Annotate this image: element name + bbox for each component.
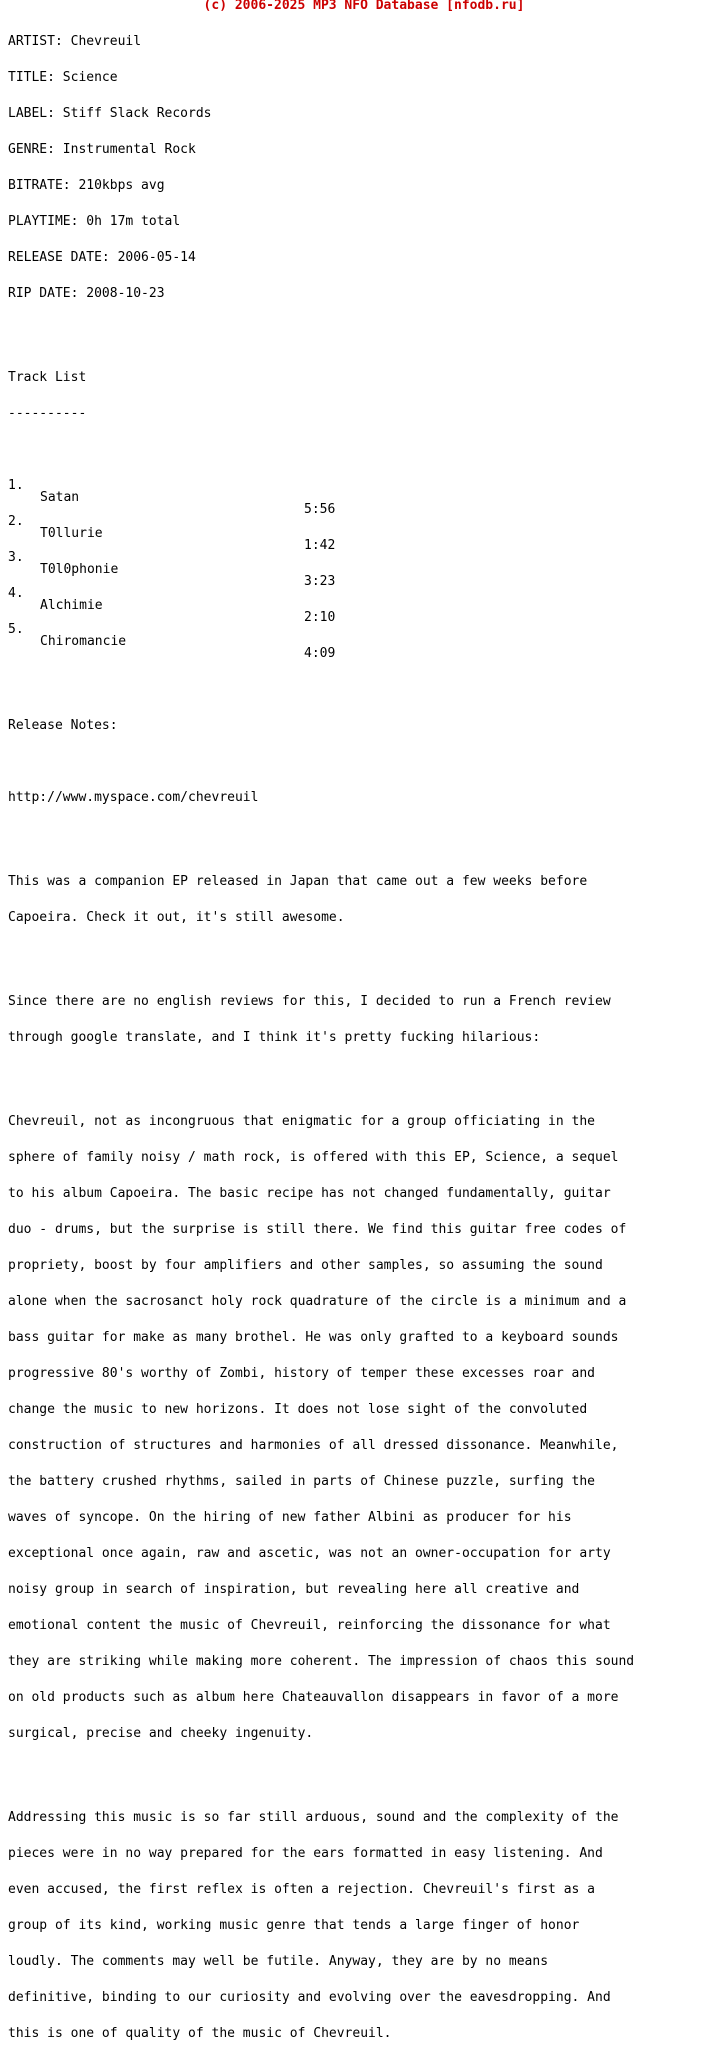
spacer bbox=[8, 756, 634, 768]
tracklist bbox=[8, 444, 634, 661]
review-line: this is one of quality of the music of Chevreuil. bbox=[8, 2026, 392, 2041]
review-line: duo - drums, but the surprise is still there. We find this guitar free codes of bbox=[8, 1222, 627, 1237]
copyright-banner[interactable]: (c) 2006-2025 MP3 NFO Database [nfodb.ru] bbox=[203, 0, 525, 13]
review-line: even accused, the first reflex is often a rejection. Chevreuil's first as a bbox=[8, 1882, 595, 1897]
notes-paragraph-line: Since there are no english reviews for this, I decided to run a French review bbox=[8, 994, 611, 1009]
artist-line: ARTIST: Chevreuil bbox=[8, 34, 142, 49]
track-row bbox=[8, 504, 634, 553]
track-duration: 5:56 bbox=[304, 502, 336, 517]
review-line: surgical, precise and cheeky ingenuity. bbox=[8, 1726, 314, 1741]
release-date-line: RELEASE DATE: 2006-05-14 bbox=[8, 250, 196, 265]
notes-paragraph-line: Capoeira. Check it out, it's still awesome. bbox=[8, 910, 345, 925]
review-line: pieces were in no way prepared for the ears formatted in easy listening. And bbox=[8, 1846, 603, 1861]
track-row bbox=[8, 540, 634, 589]
review-line: bass guitar for make as many brothel. He was only grafted to a keyboard sounds bbox=[8, 1330, 619, 1345]
review-line: noisy group in search of inspiration, but revealing here all creative and bbox=[8, 1582, 580, 1597]
title-line: TITLE: Science bbox=[8, 70, 118, 85]
review-line: the battery crushed rhythms, sailed in parts of Chinese puzzle, surfing the bbox=[8, 1474, 595, 1489]
track-duration: 3:23 bbox=[304, 574, 336, 589]
review-line: definitive, binding to our curiosity and evolving over the eavesdropping. And bbox=[8, 1990, 611, 2005]
myspace-url: http://www.myspace.com/chevreuil bbox=[8, 790, 259, 805]
review-line: exceptional once again, raw and ascetic, was not an owner-occupation for arty bbox=[8, 1546, 611, 1561]
review-line: construction of structures and harmonies of all dressed dissonance. Meanwhile, bbox=[8, 1438, 619, 1453]
notes-paragraph-line: This was a companion EP released in Japan that came out a few weeks before bbox=[8, 874, 588, 889]
review-line: propriety, boost by four amplifiers and other samples, so assuming the sound bbox=[8, 1258, 603, 1273]
review-line: Chevreuil, not as incongruous that enigmatic for a group officiating in the bbox=[8, 1114, 595, 1129]
track-duration: 4:09 bbox=[304, 646, 336, 661]
spacer bbox=[8, 324, 634, 336]
track-duration: 2:10 bbox=[304, 610, 336, 625]
review-line: waves of syncope. On the hiring of new father Albini as producer for his bbox=[8, 1510, 572, 1525]
bitrate-line: BITRATE: 210kbps avg bbox=[8, 178, 165, 193]
review-line: to his album Capoeira. The basic recipe has not changed fundamentally, guitar bbox=[8, 1186, 611, 1201]
spacer bbox=[8, 828, 634, 840]
spacer bbox=[8, 672, 634, 684]
genre-line: GENRE: Instrumental Rock bbox=[8, 142, 196, 157]
review-line: progressive 80's worthy of Zombi, history of temper these excesses roar and bbox=[8, 1366, 595, 1381]
track-title: T0l0phonie bbox=[40, 562, 119, 577]
review-line: they are striking while making more coherent. The impression of chaos this sound bbox=[8, 1654, 635, 1669]
spacer bbox=[8, 1764, 634, 1776]
track-title: Alchimie bbox=[40, 598, 103, 613]
notes-paragraph-line: through google translate, and I think it's pretty fucking hilarious: bbox=[8, 1030, 541, 1045]
track-row bbox=[8, 468, 634, 517]
release-notes-heading: Release Notes: bbox=[8, 718, 118, 733]
label-line: LABEL: Stiff Slack Records bbox=[8, 106, 212, 121]
nfo-text bbox=[8, 12, 634, 2052]
track-number: 5. bbox=[8, 622, 24, 637]
track-title: Satan bbox=[40, 490, 80, 505]
track-number: 2. bbox=[8, 514, 24, 529]
tracklist-underline: ---------- bbox=[8, 406, 87, 421]
spacer bbox=[8, 1068, 634, 1080]
review-line: Addressing this music is so far still arduous, sound and the complexity of the bbox=[8, 1810, 619, 1825]
playtime-line: PLAYTIME: 0h 17m total bbox=[8, 214, 181, 229]
review-line: loudly. The comments may well be futile. Anyway, they are by no means bbox=[8, 1954, 549, 1969]
track-title: Chiromancie bbox=[40, 634, 127, 649]
review-line: change the music to new horizons. It does not lose sight of the convoluted bbox=[8, 1402, 588, 1417]
track-number: 3. bbox=[8, 550, 24, 565]
track-row bbox=[8, 576, 634, 625]
review-line: on old products such as album here Chateauvallon disappears in favor of a more bbox=[8, 1690, 619, 1705]
rip-date-line: RIP DATE: 2008-10-23 bbox=[8, 286, 165, 301]
tracklist-heading: Track List bbox=[8, 370, 87, 385]
review-line: group of its kind, working music genre that tends a large finger of honor bbox=[8, 1918, 580, 1933]
review-line: emotional content the music of Chevreuil, reinforcing the dissonance for what bbox=[8, 1618, 611, 1633]
track-duration: 1:42 bbox=[304, 538, 336, 553]
spacer bbox=[8, 948, 634, 960]
review-line: sphere of family noisy / math rock, is offered with this EP, Science, a sequel bbox=[8, 1150, 619, 1165]
track-number: 1. bbox=[8, 478, 24, 493]
track-number: 4. bbox=[8, 586, 24, 601]
track-title: T0llurie bbox=[40, 526, 103, 541]
review-line: alone when the sacrosanct holy rock quadrature of the circle is a minimum and a bbox=[8, 1294, 627, 1309]
track-row bbox=[8, 612, 634, 661]
